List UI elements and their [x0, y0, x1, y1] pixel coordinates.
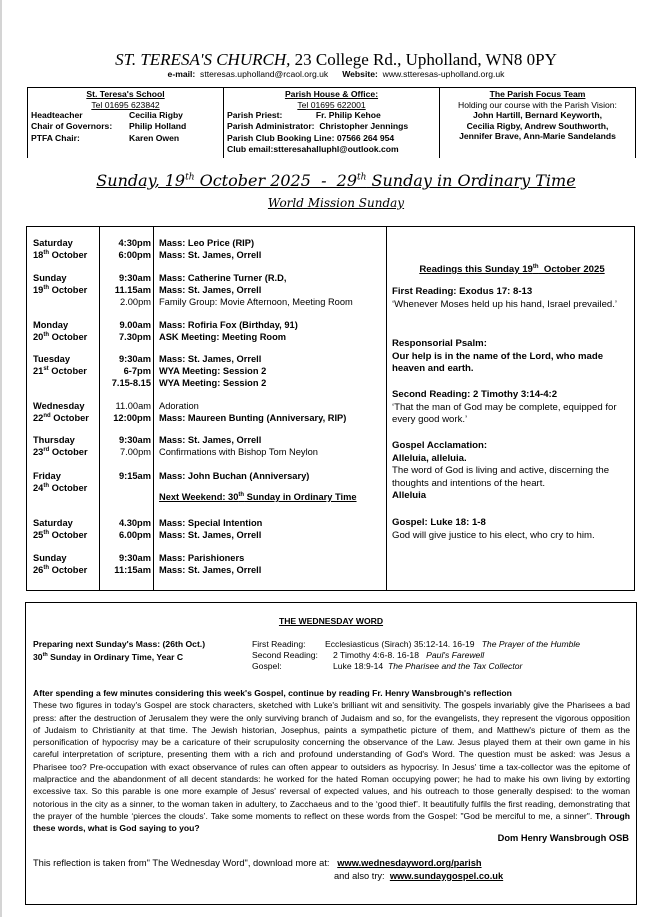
next-sunday-readings [252, 639, 580, 672]
event-time: 7.30pm [118, 331, 151, 342]
source-text: and also try: [334, 870, 385, 881]
church-header [0, 50, 672, 70]
day-date: 22nd October [33, 412, 89, 423]
event-time: 6:00pm [118, 249, 151, 260]
event-time: 11.00am [115, 401, 151, 411]
parish-priest: Parish Priest: Fr. Philip Kehoe [227, 110, 381, 120]
event-time: 2.00pm [119, 296, 151, 307]
weekly-schedule [26, 226, 635, 591]
first-reading [392, 286, 637, 311]
school-row-label: Chair of Governors: [31, 120, 113, 131]
parish-administrator: Parish Administrator: Christopher Jennings [227, 120, 409, 131]
gospel-text: God will give justice to his elect, who cry to him. [392, 529, 595, 541]
psalm-title: Responsorial Psalm: [392, 338, 487, 349]
school-title: St. Teresa's School [86, 89, 165, 99]
event-title: Mass: John Buchan (Anniversary) [159, 471, 310, 481]
event-title: Mass: Parishioners [159, 553, 245, 563]
church-name: ST. TERESA'S CHURCH, [115, 50, 291, 69]
event-time: 7.00pm [119, 446, 151, 457]
psalm-text: Our help is in the name of the Lord, who made heaven and earth. [392, 350, 604, 375]
event-time: 12:00pm [113, 412, 151, 423]
second-reading-text: ‘That the man of God may be complete, equipped for every good work.’ [392, 401, 617, 426]
event-title: WYA Meeting: Session 2 [159, 365, 267, 376]
next-reading-row: Gospel: Luke 18:9-14 The Pharisee and the Tax Collector [252, 661, 523, 671]
title-sup: th [185, 172, 195, 183]
focus-team-names: Cecilia Rigby, Andrew Southworth, [466, 120, 609, 131]
event-title: Adoration [159, 401, 199, 411]
event-title: Mass: Leo Price (RIP) [159, 238, 255, 248]
day-date: 20th October [33, 331, 88, 342]
event-title: Mass: Special Intention [159, 518, 263, 528]
event-time: 9:30am [118, 354, 151, 364]
reflection-question: Through these words, what is God saying to you? [33, 810, 630, 834]
church-address: 23 College Rd., Upholland, WN8 0PY [290, 50, 557, 69]
event-title: Mass: St. James, Orrell [159, 249, 262, 260]
day-name: Sunday [33, 273, 67, 283]
gospel-acclamation [392, 440, 637, 503]
school-row [28, 121, 223, 132]
parish-house-info [223, 88, 439, 158]
day-date: 26th October [33, 564, 88, 575]
event-title: Mass: St. James, Orrell [159, 529, 262, 540]
day-date: 25th October [33, 529, 88, 540]
club-email: Club email:stteresahalluphl@outlook.com [227, 143, 399, 154]
focus-team-subtitle: Holding our course with the Parish Vision: [458, 99, 617, 110]
parish-house-tel: Tel 01695 622001 [297, 99, 366, 110]
source-text: This reflection is taken from" The Wednesday Word", download more at: [33, 858, 330, 868]
title-text: Sunday, 19 [96, 171, 186, 190]
day-date: 24th October [33, 482, 88, 493]
page-title [0, 171, 672, 190]
event-title: Confirmations with Bishop Tom Neylon [159, 446, 318, 457]
day-name: Sunday [33, 553, 67, 563]
event-title: Mass: St. James, Orrell [159, 284, 262, 295]
reflection-source [33, 857, 623, 882]
reflection-text [33, 687, 630, 835]
info-table [27, 87, 636, 158]
event-time: 11:15am [114, 564, 151, 575]
day-date: 19th October [33, 284, 88, 295]
day-name: Tuesday [33, 354, 71, 364]
gospel-reading [392, 517, 637, 542]
website-label: Website: [342, 69, 378, 79]
prep-line: Preparing next Sunday's Mass: (26th Oct.) [33, 639, 206, 649]
school-row-label: PTFA Chair: [31, 133, 80, 143]
prep-line: 30th Sunday in Ordinary Time, Year C [33, 651, 184, 662]
day-name: Saturday [33, 518, 73, 528]
day-name: Thursday [33, 435, 75, 445]
event-time: 9:30am [118, 435, 151, 445]
event-time: 7.15-8.15 [111, 377, 151, 388]
event-title: Mass: St. James, Orrell [159, 564, 262, 575]
event-title: WYA Meeting: Session 2 [159, 377, 267, 388]
title-sup: th [357, 172, 367, 183]
next-reading-row: First Reading: Ecclesiasticus (Sirach) 35:12-14. 16-19 The Prayer of the Humble [252, 639, 581, 649]
wednesday-word-box [25, 602, 637, 905]
event-time: 4.30pm [118, 518, 151, 528]
day-date: 23rd October [33, 446, 88, 457]
day-name: Wednesday [33, 401, 85, 411]
day-name: Saturday [33, 238, 73, 248]
event-title: Family Group: Movie Afternoon, Meeting Room [159, 296, 353, 307]
acclamation-alleluia: Alleluia, alleluia. [392, 452, 467, 464]
event-title: Mass: Rofiria Fox (Birthday, 91) [159, 320, 298, 330]
event-title: Mass: Maureen Bunting (Anniversary, RIP) [159, 412, 347, 423]
wednesday-word-link[interactable]: www.wednesdayword.org/parish [337, 858, 482, 868]
first-reading-title: First Reading: Exodus 17: 8-13 [392, 286, 533, 297]
parish-house-title: Parish House & Office: [284, 89, 379, 99]
school-row-value: Philip Holland [129, 120, 187, 131]
page-edge [0, 0, 2, 917]
contact-line [0, 69, 672, 79]
day-date: 21st October [33, 365, 87, 376]
school-info [27, 88, 223, 158]
responsorial-psalm [392, 338, 637, 376]
second-reading [392, 389, 637, 427]
email-label: e-mail: [167, 69, 196, 79]
reflection-body: These two figures in today's Gospel are stock characters, sketched with Luke's brilliant wit and sensitivity. The gospels invariably give the Pharisees a bad press: after the destruction of Jerusalem they were the only surviving branch of Judaism and so, for the evangelists, they represent the vigorous opposition of Judaism to Christianity at that time. The Jewish historian, Josephus, paints a sympathetic picture of them, and Matthew's picture of them as the personification of hypocrisy may be a caricature of their scrupulosity concerning the observance of the Law. Jesus played them at their own game in his careful interpretation of scripture, presenting them with a rich and profound understanding of God's Word. The question must be asked: was Jesus a Pharisee too? Pre-occupation with exact observance of rules can often appear to outsiders as hypocrisy. In Jesus' time a tax-collector was the epitome of malpractice and the abandonment of all decent standards: he worked for the hated Roman occupying power; he had to make his own living by extorting excessive tax. So this parable is one more example of Jesus' reversal of expected values, and his outreach to those generally despised: to the woman notorious in the city as a sinner, to the woman taken in adultery, to Zacchaeus and to the ‘good thief’. It beautifully fulfils the first reading, demonstrating that the prayer of the humble ‘pierces the clouds’. Take some moments to reflect on these words from the Gospel: "God be merciful to me, a sinner". [33, 700, 630, 821]
event-title: Mass: St. James, Orrell [159, 354, 262, 364]
day-name: Monday [33, 320, 69, 330]
focus-team-title: The Parish Focus Team [489, 89, 586, 99]
event-time: 6-7pm [123, 365, 151, 376]
reflection-author: Dom Henry Wansbrough OSB [497, 833, 629, 843]
next-sunday-prep [33, 639, 205, 663]
event-time: 6.00pm [118, 529, 151, 540]
second-reading-title: Second Reading: 2 Timothy 3:14-4:2 [392, 389, 558, 400]
day-name: Friday [33, 471, 61, 481]
event-time: 9:30am [118, 273, 151, 283]
website-link[interactable]: www.stteresas-upholland.org.uk [382, 69, 505, 79]
title-text: October 2025 - 29 [194, 171, 358, 190]
club-booking-line: Parish Club Booking Line: 07566 264 954 [227, 133, 395, 143]
title-text: Sunday in Ordinary Time [366, 171, 576, 190]
acclamation-alleluia: Alleluia [392, 490, 427, 502]
next-weekend-heading: Next Weekend: 30th Sunday in Ordinary Time [159, 491, 357, 502]
next-reading-row: Second Reading: 2 Timothy 4:6-8. 16-18 Paul's Farewell [252, 650, 485, 660]
school-tel: Tel 01695 623842 [91, 99, 160, 110]
event-title: Mass: Catherine Turner (R.D, [159, 273, 287, 283]
readings-heading: Readings this Sunday 19th October 2025 [419, 264, 605, 276]
acclamation-title: Gospel Acclamation: [392, 440, 488, 451]
event-time: 9:15am [118, 471, 151, 481]
focus-team-info [439, 88, 636, 158]
school-row-value: Karen Owen [129, 133, 180, 143]
school-row-label: Headteacher [31, 110, 83, 120]
event-title: ASK Meeting: Meeting Room [159, 331, 287, 342]
event-time: 11.15am [114, 284, 151, 295]
event-time: 9.00am [119, 320, 151, 330]
wednesday-word-title: THE WEDNESDAY WORD [278, 616, 384, 626]
event-time: 4:30pm [118, 238, 151, 248]
page-subtitle: World Mission Sunday [267, 196, 405, 210]
school-row [28, 133, 223, 144]
sunday-gospel-link[interactable]: www.sundaygospel.co.uk [389, 870, 504, 881]
event-time: 9:30am [118, 553, 151, 563]
email-link[interactable]: stteresas.upholland@rcaol.org.uk [200, 69, 329, 79]
event-title: Mass: St. James, Orrell [159, 435, 262, 445]
day-date: 18th October [33, 249, 88, 260]
reflection-lead: After spending a few minutes considering this week's Gospel, continue by reading Fr. Henry Wansbrough's reflection [33, 688, 512, 698]
school-row [28, 110, 223, 121]
acclamation-text: The word of God is living and active, discerning the thoughts and intentions of the heart. [392, 465, 610, 489]
school-row-value: Cecilia Rigby [129, 110, 183, 120]
focus-team-names: Jennifer Brave, Ann-Marie Sandelands [459, 131, 616, 141]
first-reading-text: ‘Whenever Moses held up his hand, Israel prevailed.’ [392, 298, 618, 310]
gospel-title: Gospel: Luke 18: 1-8 [392, 517, 486, 528]
focus-team-names: John Hartill, Bernard Keyworth, [473, 110, 602, 120]
column-divider [153, 227, 154, 590]
